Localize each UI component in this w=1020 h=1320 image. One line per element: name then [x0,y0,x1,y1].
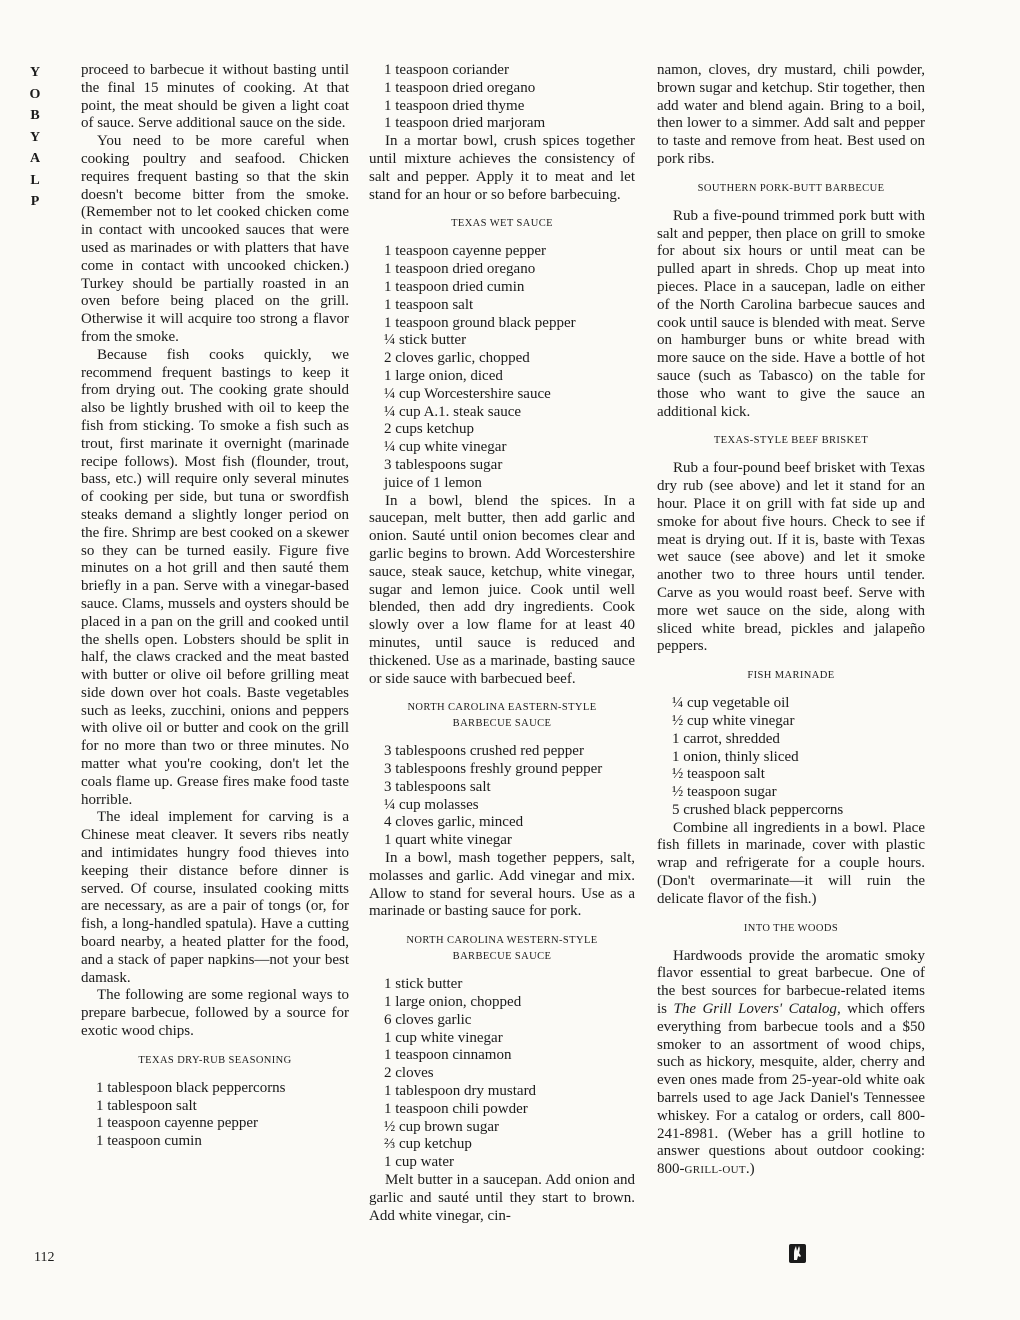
recipe-heading [369,700,635,732]
ingredient: 1 teaspoon dried thyme [384,97,525,114]
masthead-letter: Y [29,129,41,145]
ingredient: 4 cloves garlic, minced [384,814,524,831]
body-text: Hardwoods provide the aromatic smoky flavor essential to great barbecue. One of the best sources for barbecue-related items is [657,947,925,1018]
body-paragraph: You need to be more careful when cooking poultry and seafood. Chicken requires frequent basting so that the skin doesn't become bitter from the smoke. (Remember not to let cooked chicken come in contact with uncooked sauces that were used as marinades or with platters that have come in contact with uncooked chicken.) Turkey should be partially roasted in an oven before being placed on the grill. Otherwise it will acquire too strong a flavor from the smoke. [81,133,349,345]
recipe-method: In a mortar bowl, crush spices together until mixture achieves the consistency of salt and pepper. Apply it to meat and let stand for an hour or so before barbecuing. [369,133,635,203]
ingredient: 1 large onion, diced [384,367,503,384]
ingredient: 1 tablespoon black peppercorns [96,1079,286,1096]
ingredient: ¼ cup Worcestershire sauce [384,385,551,402]
column-3 [657,62,925,1180]
ingredient: ¼ cup A.1. steak sauce [384,403,522,420]
ingredient: 1 teaspoon cayenne pepper [96,1115,259,1132]
ingredient: 1 large onion, chopped [384,994,522,1011]
ingredient: 1 cup white vinegar [384,1029,503,1046]
ingredient: 1 onion, thinly sliced [672,748,799,765]
ingredient: 2 cloves [384,1065,434,1082]
masthead-letter: L [30,172,40,188]
recipe-heading: FISH MARINADE [747,670,835,682]
ingredient: 1 teaspoon salt [384,296,474,313]
ingredient: 1 teaspoon chili powder [384,1100,528,1117]
body-paragraph: proceed to barbecue it without basting until the final 15 minutes of cooking. At that point, the meat should be given a light coat of sauce. Serve additional sauce on the side. [81,62,349,132]
recipe-method: Melt butter in a saucepan. Add onion and garlic and sauté until they start to brown. Add white vinegar, cin- [369,1172,635,1224]
body-text: , which offers everything from barbecue tools and a $50 smoker to an assortment of wood chips, such as hickory, mesquite, alder, cherry and even ones made from 25-year-old white oak barrels used to age Jack Daniel's Tennessee whiskey. For a catalog or orders, call 800-241-8981. (Weber has a grill hotline to answer questions about outdoor cooking: 800- [657,1001,925,1178]
ingredient: ¼ stick butter [384,332,467,349]
body-paragraph: Because fish cooks quickly, we recommend frequent bastings to keep it from drying out. The cooking grate should also be lightly brushed with oil to keep the fish from sticking. To smoke a fish such as trout, first marinate it overnight (marinade recipe follows). Most fish (flounder, trout, bass, etc.) will require only several minutes of cooking per side, but tuna or swordfish steaks demand a slightly longer period on the fire. Shrimp are best cooked on a skewer so they can be turned easily. Figure five minutes on a hot grill and then sauté them briefly in a pan. Serve with a vinegar-based sauce. Clams, mussels and oysters should be placed in a pan on the grill and cooked until the shells open. Lobsters should be split in half, the claws cracked and the meat basted with butter or olive oil before grilling meat side down over hot coals. Baste vegetables such as leeks, zucchini, onions and peppers with olive oil or butter and cook on the grill for no more than two or three minutes. No matter what you're cooking, don't let the coals flame up. Grease fires make food taste horrible. [81,346,349,808]
masthead-letter: P [30,194,40,209]
recipe-heading-line: NORTH CAROLINA EASTERN-STYLE [407,702,597,714]
recipe-method: Rub a five-pound trimmed pork butt with salt and pepper, then place on grill to smoke for about six hours or until meat can be pulled apart in shreds. Chop up meat into pieces. Place in a saucepan, ladle on either of the North Carolina barbecue sauces and cook until sauce is blended with meat. Serve on hamburger buns or white bread with more sauce on the side. Have a bottle of hot sauce (such as Tabasco) on the table for those who want to give the sauce an additional kick. [657,207,925,420]
ingredient: 1 teaspoon ground black pepper [384,314,576,331]
ingredient: 1 tablespoon salt [96,1097,197,1114]
hotline-smallcaps: GRILL-OUT [684,1164,746,1177]
ingredient: 1 teaspoon coriander [384,62,509,78]
ingredient: ½ cup white vinegar [672,712,795,729]
column-2 [369,62,635,1225]
ingredient: ¼ cup molasses [384,796,479,813]
ingredient: 1 teaspoon dried marjoram [384,115,546,132]
ingredient: ½ teaspoon salt [672,766,765,783]
ingredient: 1 teaspoon dried oregano [384,261,536,278]
ingredient: 1 tablespoon dry mustard [384,1083,537,1100]
page-number: 112 [34,1250,55,1265]
ingredient: 5 crushed black peppercorns [672,801,844,818]
recipe-heading: TEXAS DRY-RUB SEASONING [138,1054,292,1066]
catalog-title: The Grill Lovers' Catalog [673,1001,837,1018]
masthead-letter: Y [29,65,41,80]
body-text: .) [745,1161,755,1178]
ingredient: ½ teaspoon sugar [672,784,777,801]
ingredient: 1 stick butter [384,976,463,993]
ingredient: 2 cloves garlic, chopped [384,350,530,367]
masthead-vertical [24,62,46,213]
recipe-heading-line: NORTH CAROLINA WESTERN-STYLE [406,935,598,947]
ingredient: juice of 1 lemon [384,474,482,491]
recipe-heading: SOUTHERN PORK-BUTT BARBECUE [697,182,885,194]
ingredient: 1 teaspoon dried cumin [384,278,525,295]
recipe-heading-line: BARBECUE SAUCE [452,951,552,963]
ingredient: 1 carrot, shredded [672,730,780,747]
ingredient-list [369,62,635,133]
section-heading: INTO THE WOODS [743,922,839,934]
recipe-heading: TEXAS-STYLE BEEF BRISKET [713,435,869,447]
ingredient: 1 teaspoon dried oregano [384,79,536,96]
bunny-end-mark-icon [789,1244,806,1263]
ingredient-list [369,243,635,492]
ingredient-list [81,1080,349,1151]
masthead-letter: A [29,151,41,166]
body-paragraph: The ideal implement for carving is a Chinese meat cleaver. It severs ribs neatly and intimidates hungry food thieves into keeping their distance before dinner is served. Of course, insulated cooking mitts are necessary, as are a pair of tongs (or, for fish, a long-handled spatula). Have a cutting board nearby, a heated platter for the food, and a stack of paper napkins—not your best damask. [81,809,349,986]
masthead-letter: B [30,108,40,123]
ingredient: 2 cups ketchup [384,421,474,438]
recipe-method: Rub a four-pound beef brisket with Texas dry rub (see above) and let it stand for an hour. Place it on grill with fat side up and smoke for about five hours. Check to see if meat is drying out. If it is, baste with Texas wet sauce (see above) and let it smoke another two to three hours until tender. Carve as you would roast beef. Serve with more wet sauce on the side, along with sliced white bread, pickles and jalapeño peppers. [657,460,925,655]
recipe-heading [369,933,635,965]
ingredient: 1 teaspoon cayenne pepper [384,243,547,260]
recipe-heading: TEXAS WET SAUCE [451,218,553,230]
ingredient: ½ cup brown sugar [384,1118,499,1135]
ingredient: ¼ cup vegetable oil [672,695,790,712]
recipe-heading-line: BARBECUE SAUCE [452,718,552,730]
body-paragraph [657,948,925,1180]
masthead-letter: O [29,86,41,102]
recipe-method: Combine all ingredients in a bowl. Place fish fillets in marinade, cover with plastic wrap and refrigerate for a couple hours. (Don't overmarinate—it will ruin the delicate flavor of the fish.) [657,819,925,907]
ingredient: 3 tablespoons sugar [384,456,503,473]
ingredient: 1 quart white vinegar [384,832,512,849]
ingredient: 3 tablespoons freshly ground pepper [384,761,603,778]
recipe-method: In a bowl, mash together peppers, salt, molasses and garlic. Add vinegar and mix. Allow to stand for several hours. Use as a marinade or basting sauce for pork. [369,850,635,920]
column-1 [81,62,349,1151]
ingredient-list [369,743,635,850]
ingredient: 6 cloves garlic [384,1011,472,1028]
recipe-method: In a bowl, blend the spices. In a saucepan, melt butter, then add garlic and onion. Sauté until onion becomes clear and garlic begins to brown. Add Worcestershire sauce, steak sauce, ketchup, white vinegar, sugar and lemon juice. Cook until well blended, then add dry ingredients. Cook slowly over a low flame for at least 40 minutes, until sauce is reduced and thickened. Use as a marinade, basting sauce or side sauce with barbecued beef. [369,492,635,687]
ingredient: 1 teaspoon cinnamon [384,1047,512,1064]
body-paragraph: The following are some regional ways to prepare barbecue, followed by a source for exotic wood chips. [81,987,349,1040]
ingredient: 3 tablespoons crushed red pepper [384,743,584,760]
ingredient-list [369,976,635,1172]
ingredient: 1 cup water [384,1154,454,1171]
ingredient: ¼ cup white vinegar [384,439,507,456]
ingredient: 1 teaspoon cumin [96,1133,202,1150]
recipe-method: namon, cloves, dry mustard, chili powder, brown sugar and ketchup. Stir together, then add water and blend again. Bring to a boil, then lower to a simmer. Add salt and pepper to taste and remove from heat. Best used on pork ribs. [657,62,925,167]
ingredient: ⅔ cup ketchup [384,1136,472,1153]
ingredient: 3 tablespoons salt [384,778,491,795]
ingredient-list [657,695,925,820]
